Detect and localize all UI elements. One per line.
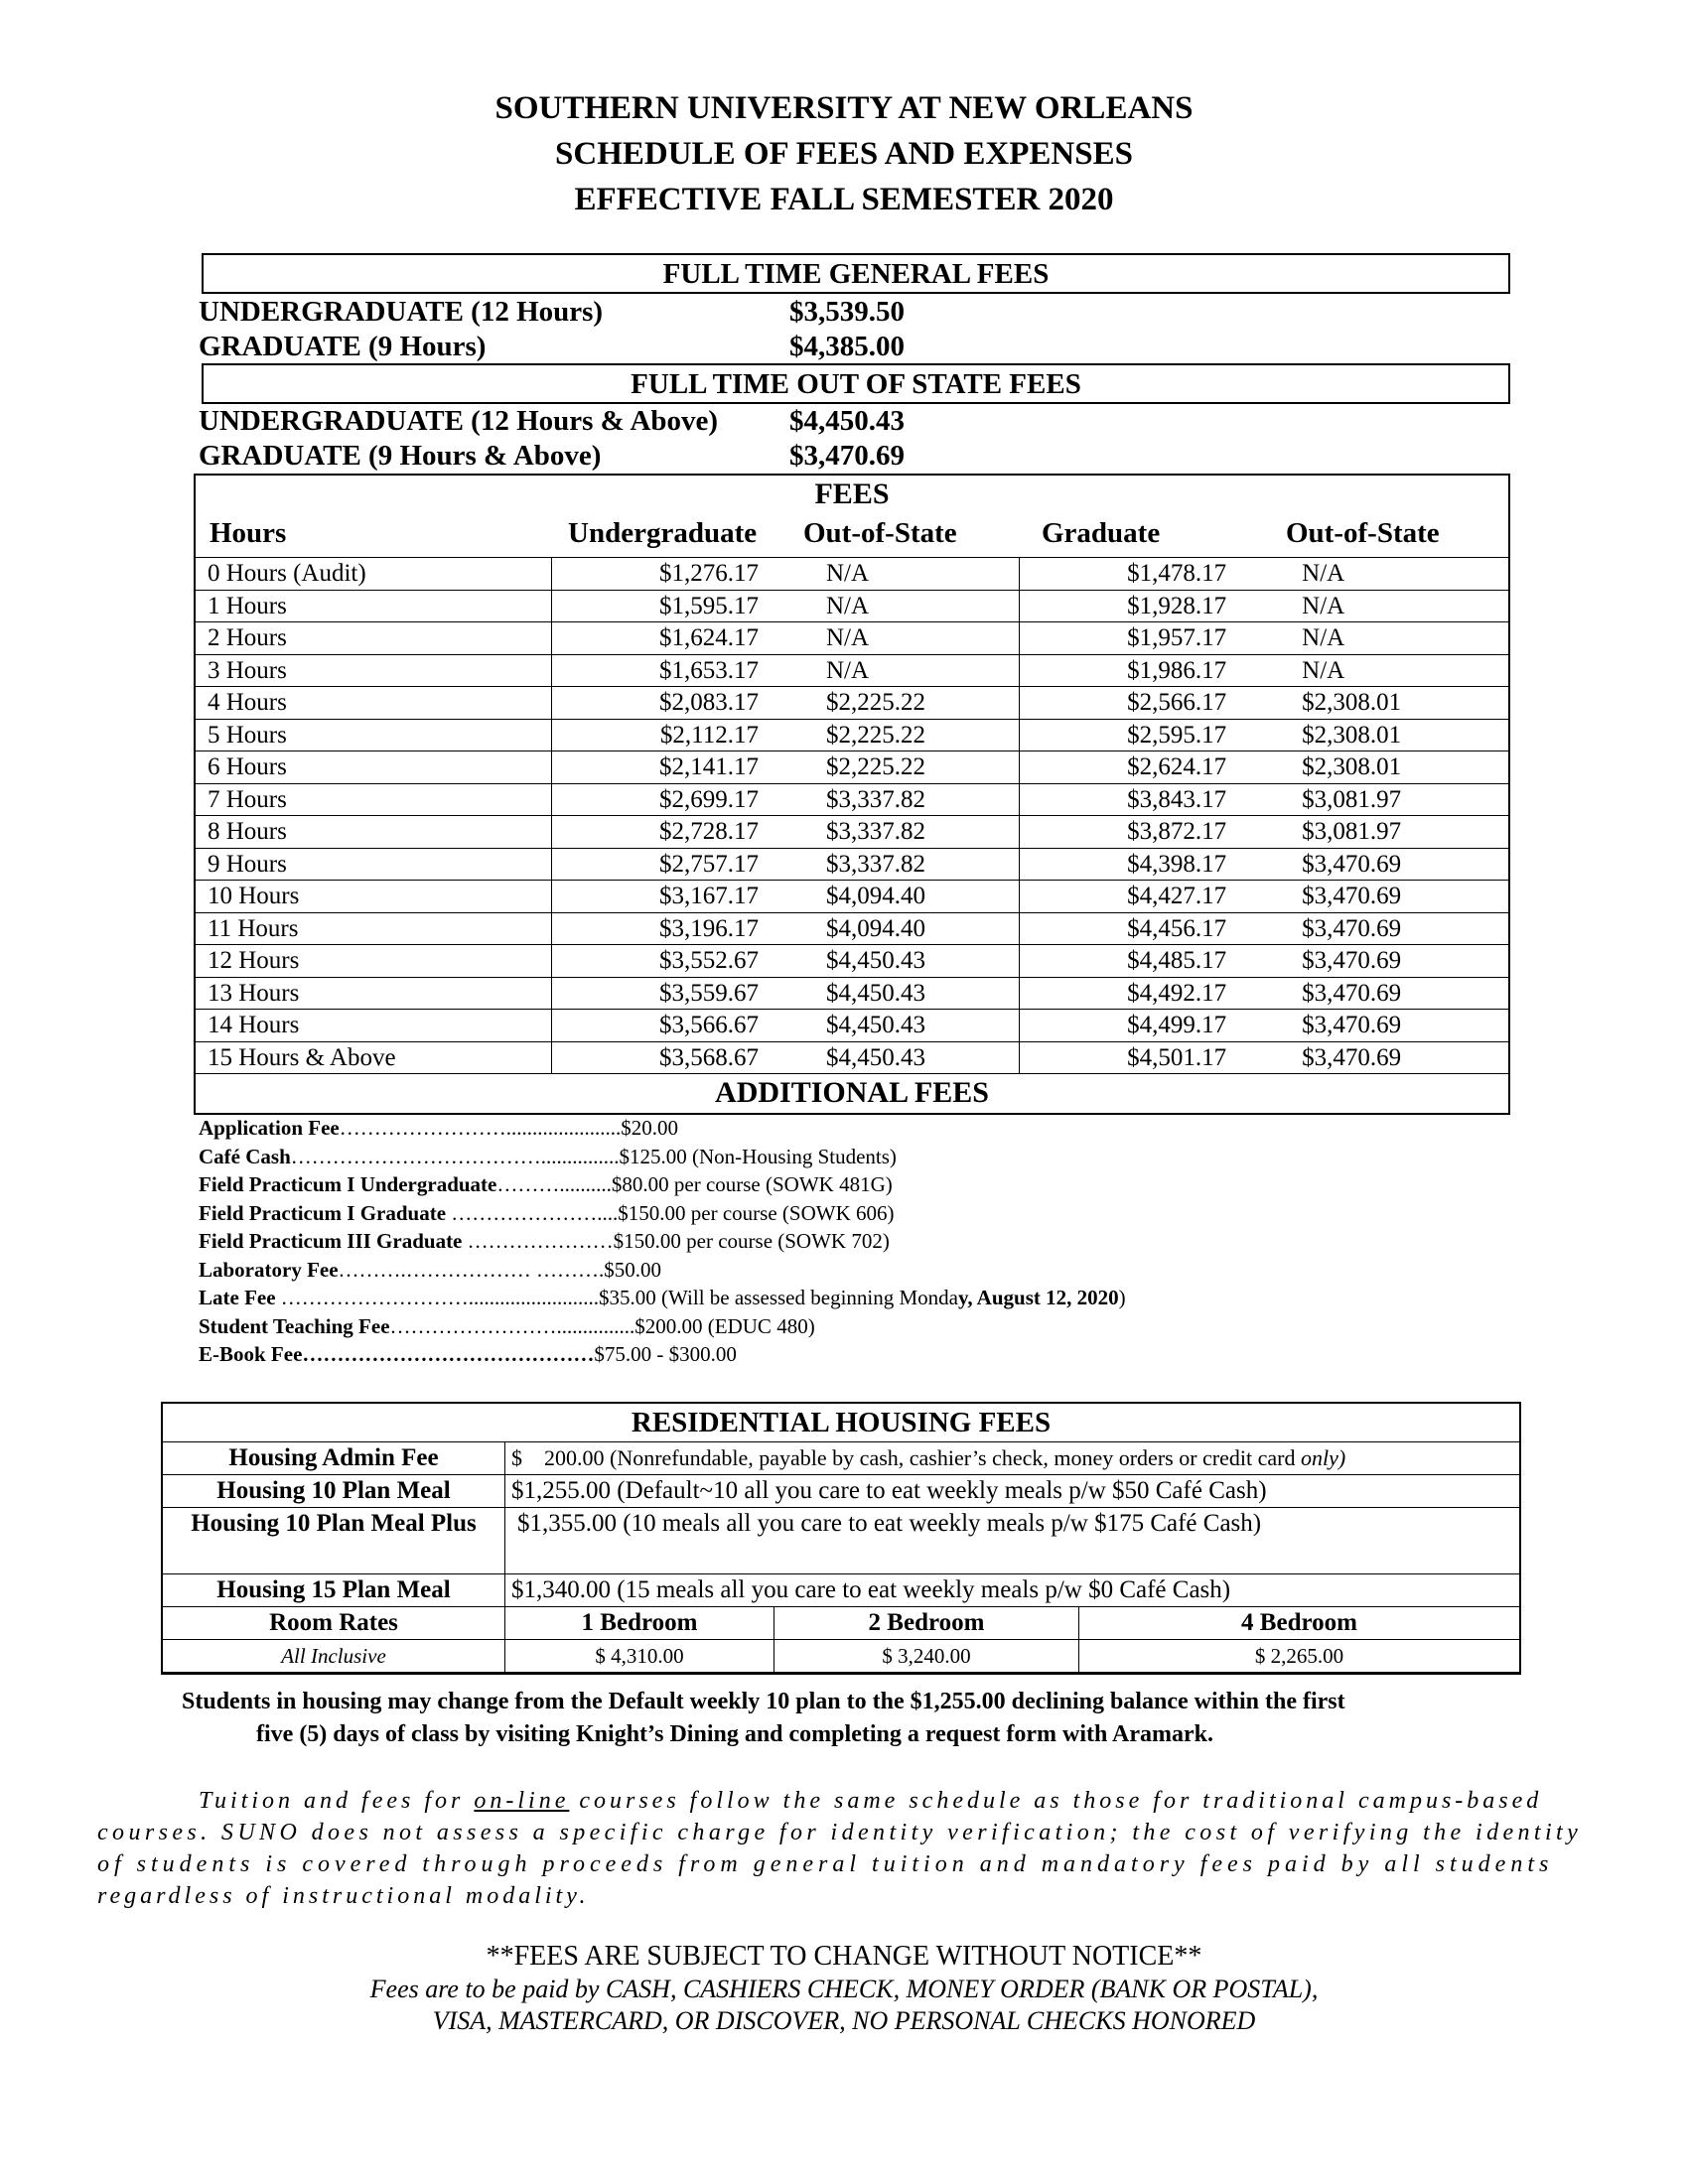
fees-cell-hours [196,622,552,655]
col-ug-out-of-state: Out-of-State [803,517,957,549]
room-rates-label: Room Rates [163,1607,505,1640]
fees-row [196,945,1508,978]
fees-hours-cell: 7 Hours [208,785,287,813]
additional-fee-item [199,1227,890,1256]
fees-hours-cell: 6 Hours [208,753,287,781]
fees-value-cell: $3,872.17 [1127,818,1227,846]
fees-hours-cell: 0 Hours (Audit) [208,560,366,588]
doc-title-line1: SOUTHERN UNIVERSITY AT NEW ORLEANS [494,90,1194,126]
fees-value-cell: $3,470.69 [1302,1012,1402,1039]
fees-cell-group [1020,848,1508,881]
fees-row [196,622,1508,655]
fees-cell-group [552,590,1020,622]
fees-hours-cell: 1 Hours [208,592,287,619]
additional-fee-item [199,1143,897,1171]
fees-cell-group [1020,881,1508,913]
fees-value-cell: N/A [826,624,870,652]
fees-value-cell: $4,450.43 [826,947,925,975]
fees-cell-group [552,816,1020,849]
fees-hours-cell: 2 Hours [208,624,287,652]
out-of-state-heading: FULL TIME OUT OF STATE FEES [202,363,1510,404]
housing-admin-text: 200.00 (Nonrefundable, payable by cash, cashier’s check, money orders or credit card [544,1445,1301,1470]
fees-cell-group [552,945,1020,978]
fees-hours-cell: 13 Hours [208,979,300,1007]
fees-value-cell: $4,485.17 [1127,947,1227,975]
fees-cell-group [552,848,1020,881]
fees-cell-group [1020,912,1508,945]
oos-grad-value: $3,470.69 [789,440,905,472]
fees-cell-group [1020,558,1508,591]
fees-cell-hours [196,751,552,784]
additional-fee-label: Laboratory Fee [199,1257,339,1282]
fees-value-cell: $2,699.17 [659,785,759,813]
additional-fee-leader: ………………….... [446,1200,619,1225]
col-grad-out-of-state: Out-of-State [1286,517,1440,549]
fees-value-cell: N/A [1302,592,1345,619]
fees-cell-group [552,558,1020,591]
additional-fee-item [199,1312,815,1341]
fees-value-cell: N/A [1302,656,1345,684]
fees-rows [196,557,1508,1074]
fees-cell-group [552,881,1020,913]
fees-cell-group [1020,1041,1508,1074]
additional-fee-leader: ……….……………… ………. [338,1257,605,1282]
additional-fee-note: (EDUC 480) [702,1313,815,1338]
fees-hours-cell: 3 Hours [208,656,287,684]
late-fee-close: ) [1118,1286,1126,1309]
fees-value-cell: $1,276.17 [659,560,759,588]
fees-value-cell: $3,566.67 [659,1012,759,1039]
fees-table [194,474,1510,1115]
fees-value-cell: $2,225.22 [826,689,925,717]
fees-value-cell: $4,492.17 [1127,979,1227,1007]
fees-value-cell: $4,456.17 [1127,914,1227,942]
additional-fee-label: Field Practicum I Graduate [199,1200,447,1225]
fees-cell-hours [196,977,552,1010]
housing-change-note-2: five (5) days of class by visiting Knight’s Dining and completing a request form with Aramark. [256,1721,1214,1747]
doc-title-line2: SCHEDULE OF FEES AND EXPENSES [555,136,1133,172]
general-ug-value: $3,539.50 [789,296,905,328]
fees-cell-group [1020,1010,1508,1042]
online-note-4: regardless of instructional modality. [97,1883,590,1909]
fees-value-cell: $2,225.22 [826,721,925,749]
oos-ug-label: UNDERGRADUATE (12 Hours & Above) [199,405,719,437]
fees-value-cell: N/A [826,560,870,588]
additional-fee-amount: $20.00 [621,1116,678,1140]
fees-value-cell: $4,450.43 [826,1012,925,1039]
fees-value-cell: $1,986.17 [1127,656,1227,684]
additional-fee-label: Field Practicum III Graduate [199,1229,463,1253]
fees-cell-group [1020,590,1508,622]
housing-admin-value [505,1442,1520,1475]
housing-plan15-value: $1,340.00 (15 meals all you care to eat weekly meals p/w $0 Café Cash) [505,1574,1520,1607]
fees-row [196,816,1508,849]
additional-fee-item [199,1170,893,1199]
fees-value-cell: $1,957.17 [1127,624,1227,652]
fees-row [196,783,1508,816]
room-1br-header: 1 Bedroom [505,1607,774,1640]
fees-hours-cell: 4 Hours [208,689,287,717]
additional-fee-leader: ……………………............... [389,1313,635,1338]
fees-value-cell: N/A [826,592,870,619]
room-2br-header: 2 Bedroom [774,1607,1079,1640]
fees-value-cell: $4,499.17 [1127,1012,1227,1039]
fees-cell-hours [196,719,552,751]
fees-value-cell: $3,470.69 [1302,1043,1402,1071]
fees-value-cell: $4,501.17 [1127,1043,1227,1071]
fees-cell-group [552,654,1020,687]
fees-cell-hours [196,945,552,978]
fees-value-cell: $3,081.97 [1302,818,1402,846]
fees-hours-cell: 12 Hours [208,947,300,975]
fees-hours-cell: 8 Hours [208,818,287,846]
additional-fee-item [199,1199,895,1228]
fees-cell-group [552,622,1020,655]
fees-cell-group [552,977,1020,1010]
room-4br-value: $ 2,265.00 [1079,1640,1520,1673]
fees-row [196,1010,1508,1042]
additional-fee-amount: $150.00 [613,1229,681,1253]
general-grad-value: $4,385.00 [789,331,905,362]
fees-value-cell: $4,398.17 [1127,850,1227,878]
fees-value-cell: $4,450.43 [826,979,925,1007]
fees-row [196,1041,1508,1074]
fees-cell-hours [196,1041,552,1074]
additional-fee-label: Late Fee [199,1286,276,1309]
fees-value-cell: $2,308.01 [1302,721,1402,749]
fees-value-cell: $2,728.17 [659,818,759,846]
additional-fee-leader: ………………………......................... [275,1286,600,1309]
fees-value-cell: $3,167.17 [659,883,759,910]
fees-value-cell: $3,568.67 [659,1043,759,1071]
additional-fee-item [199,1114,678,1143]
fees-row [196,751,1508,784]
fees-hours-cell: 11 Hours [208,914,299,942]
online-note-1 [199,1785,1542,1817]
additional-fee-leader: ……………………...................... [339,1116,622,1140]
fees-value-cell: $3,843.17 [1127,785,1227,813]
fees-cell-group [1020,687,1508,720]
fees-value-cell: $3,470.69 [1302,850,1402,878]
fees-value-cell: N/A [1302,560,1345,588]
payment-note-2: VISA, MASTERCARD, OR DISCOVER, NO PERSONAL CHECKS HONORED [432,2006,1256,2035]
fees-value-cell: $2,141.17 [659,753,759,781]
fees-value-cell: $2,308.01 [1302,689,1402,717]
housing-admin-sign: $ [511,1445,522,1470]
general-ug-label: UNDERGRADUATE (12 Hours) [199,296,604,328]
fees-cell-hours [196,783,552,816]
housing-table [161,1402,1521,1675]
fees-cell-group [552,719,1020,751]
fees-value-cell: N/A [1302,624,1345,652]
fees-cell-group [552,1010,1020,1042]
fees-cell-group [1020,816,1508,849]
fees-hours-cell: 10 Hours [208,883,300,910]
fees-cell-group [1020,622,1508,655]
additional-fee-item [199,1340,737,1369]
general-grad-label: GRADUATE (9 Hours) [199,331,487,362]
online-note-1a: Tuition and fees for [199,1788,475,1814]
fees-cell-group [552,687,1020,720]
fees-cell-hours [196,848,552,881]
fees-cell-group [552,751,1020,784]
additional-fee-leader: ……….......... [496,1172,612,1196]
additional-fee-leader: ………………………………............... [290,1144,620,1168]
fees-cell-hours [196,881,552,913]
fees-cell-hours [196,558,552,591]
subject-to-change: **FEES ARE SUBJECT TO CHANGE WITHOUT NOTICE** [486,1941,1202,1972]
col-graduate: Graduate [1042,517,1161,549]
additional-fee-leader: …………………………………… [302,1342,595,1366]
fees-row [196,912,1508,945]
fees-cell-group [552,912,1020,945]
additional-fee-label: Application Fee [199,1116,340,1140]
housing-plan10-value: $1,255.00 (Default~10 all you care to eat weekly meals p/w $50 Café Cash) [505,1475,1520,1508]
fees-value-cell: $3,559.67 [659,979,759,1007]
additional-fee-note: (Non-Housing Students) [686,1144,897,1168]
fees-cell-group [1020,783,1508,816]
additional-fee-amount: $50.00 [604,1257,662,1282]
fees-value-cell: $3,470.69 [1302,947,1402,975]
room-2br-value: $ 3,240.00 [774,1640,1079,1673]
online-note-underlined: on-line [474,1788,570,1814]
fees-cell-hours [196,912,552,945]
fees-value-cell: $3,552.67 [659,947,759,975]
housing-plan15-label: Housing 15 Plan Meal [163,1574,505,1607]
col-undergraduate: Undergraduate [568,517,758,549]
fees-value-cell: $2,112.17 [659,721,759,749]
col-hours: Hours [210,517,287,549]
fees-value-cell: $3,337.82 [826,850,925,878]
fees-cell-group [552,1041,1020,1074]
additional-fee-amount: $125.00 [619,1144,687,1168]
fees-row [196,590,1508,622]
fees-value-cell: $3,470.69 [1302,883,1402,910]
payment-note-1: Fees are to be paid by CASH, CASHIERS CHECK, MONEY ORDER (BANK OR POSTAL), [369,1975,1319,2003]
fees-row [196,687,1508,720]
fees-value-cell: $2,308.01 [1302,753,1402,781]
online-note-1b: courses follow the same schedule as those for traditional campus-based [569,1788,1543,1814]
fees-cell-group [1020,977,1508,1010]
fees-hours-cell: 15 Hours & Above [208,1043,396,1071]
additional-fee-label: Café Cash [199,1144,291,1168]
fees-value-cell: $4,427.17 [1127,883,1227,910]
housing-admin-only: only) [1300,1445,1346,1470]
housing-plan10plus-label: Housing 10 Plan Meal Plus [163,1508,505,1574]
fees-cell-group [1020,719,1508,751]
additional-fee-amount: $75.00 - $300.00 [594,1342,737,1366]
additional-fee-item [199,1284,1126,1312]
online-note-2: courses. SUNO does not assess a specific charge for identity verification; the cost of verifying the identity [97,1820,1583,1845]
additional-fees-heading: ADDITIONAL FEES [194,1073,1510,1115]
fees-hours-cell: 14 Hours [208,1012,300,1039]
fees-row [196,654,1508,687]
fees-value-cell: $1,928.17 [1127,592,1227,619]
room-1br-value: $ 4,310.00 [505,1640,774,1673]
fees-cell-hours [196,590,552,622]
fees-value-cell: N/A [826,656,870,684]
fees-value-cell: $1,595.17 [659,592,759,619]
additional-fee-label: Field Practicum I Undergraduate [199,1172,497,1196]
fees-cell-group [1020,945,1508,978]
housing-plan10-label: Housing 10 Plan Meal [163,1475,505,1508]
additional-fee-item [199,1256,661,1285]
fees-cell-group [1020,751,1508,784]
fees-cell-hours [196,816,552,849]
additional-fee-amount: $200.00 [634,1313,703,1338]
general-fees-heading: FULL TIME GENERAL FEES [202,253,1510,294]
fees-row [196,558,1508,591]
fees-hours-cell: 5 Hours [208,721,287,749]
additional-fee-label: Student Teaching Fee [199,1313,390,1338]
additional-fee-amount: $35.00 [599,1286,656,1309]
fees-value-cell: $3,470.69 [1302,914,1402,942]
fees-heading: FEES [814,478,890,510]
fees-value-cell: $3,337.82 [826,818,925,846]
online-note-3: of students is covered through proceeds from general tuition and mandatory fees paid by all students [97,1851,1554,1877]
fees-row [196,848,1508,881]
fees-cell-hours [196,654,552,687]
fees-row [196,977,1508,1010]
additional-fee-amount: $150.00 [618,1200,686,1225]
housing-heading: RESIDENTIAL HOUSING FEES [163,1404,1519,1442]
additional-fee-note: per course (SOWK 481G) [668,1172,893,1196]
additional-fee-note: per course (SOWK 606) [685,1200,895,1225]
fees-value-cell: $3,081.97 [1302,785,1402,813]
fees-value-cell: $1,478.17 [1127,560,1227,588]
late-fee-date: y, August 12, 2020 [957,1286,1119,1309]
fees-cell-group [552,783,1020,816]
fees-value-cell: $2,566.17 [1127,689,1227,717]
room-all-inclusive: All Inclusive [163,1640,505,1673]
fees-hours-cell: 9 Hours [208,850,287,878]
fees-value-cell: $1,653.17 [659,656,759,684]
additional-fee-label: E-Book Fee [199,1342,303,1366]
doc-title-line3: EFFECTIVE FALL SEMESTER 2020 [574,182,1114,217]
oos-ug-value: $4,450.43 [789,405,905,437]
additional-fee-amount: $80.00 [611,1172,669,1196]
additional-fee-leader: ………………… [462,1229,614,1253]
fees-cell-hours [196,1010,552,1042]
fees-row [196,881,1508,913]
fees-row [196,719,1508,751]
housing-change-note-1: Students in housing may change from the Default weekly 10 plan to the $1,255.00 declining balance within the first [182,1689,1345,1714]
additional-fee-note: (Will be assessed beginning Monda [655,1286,958,1309]
fees-value-cell: $3,196.17 [659,914,759,942]
fees-value-cell: $2,595.17 [1127,721,1227,749]
fees-value-cell: $2,225.22 [826,753,925,781]
fees-value-cell: $2,624.17 [1127,753,1227,781]
room-4br-header: 4 Bedroom [1079,1607,1520,1640]
fees-value-cell: $4,094.40 [826,883,925,910]
housing-plan10plus-value: $1,355.00 (10 meals all you care to eat weekly meals p/w $175 Café Cash) [505,1508,1520,1574]
fees-value-cell: $4,094.40 [826,914,925,942]
fees-value-cell: $1,624.17 [659,624,759,652]
fees-value-cell: $2,083.17 [659,689,759,717]
additional-fee-note: per course (SOWK 702) [680,1229,890,1253]
fees-cell-group [1020,654,1508,687]
fees-value-cell: $2,757.17 [659,850,759,878]
housing-admin-label: Housing Admin Fee [163,1442,505,1475]
fees-cell-hours [196,687,552,720]
fees-value-cell: $3,470.69 [1302,979,1402,1007]
fees-value-cell: $4,450.43 [826,1043,925,1071]
oos-grad-label: GRADUATE (9 Hours & Above) [199,440,602,472]
fees-value-cell: $3,337.82 [826,785,925,813]
